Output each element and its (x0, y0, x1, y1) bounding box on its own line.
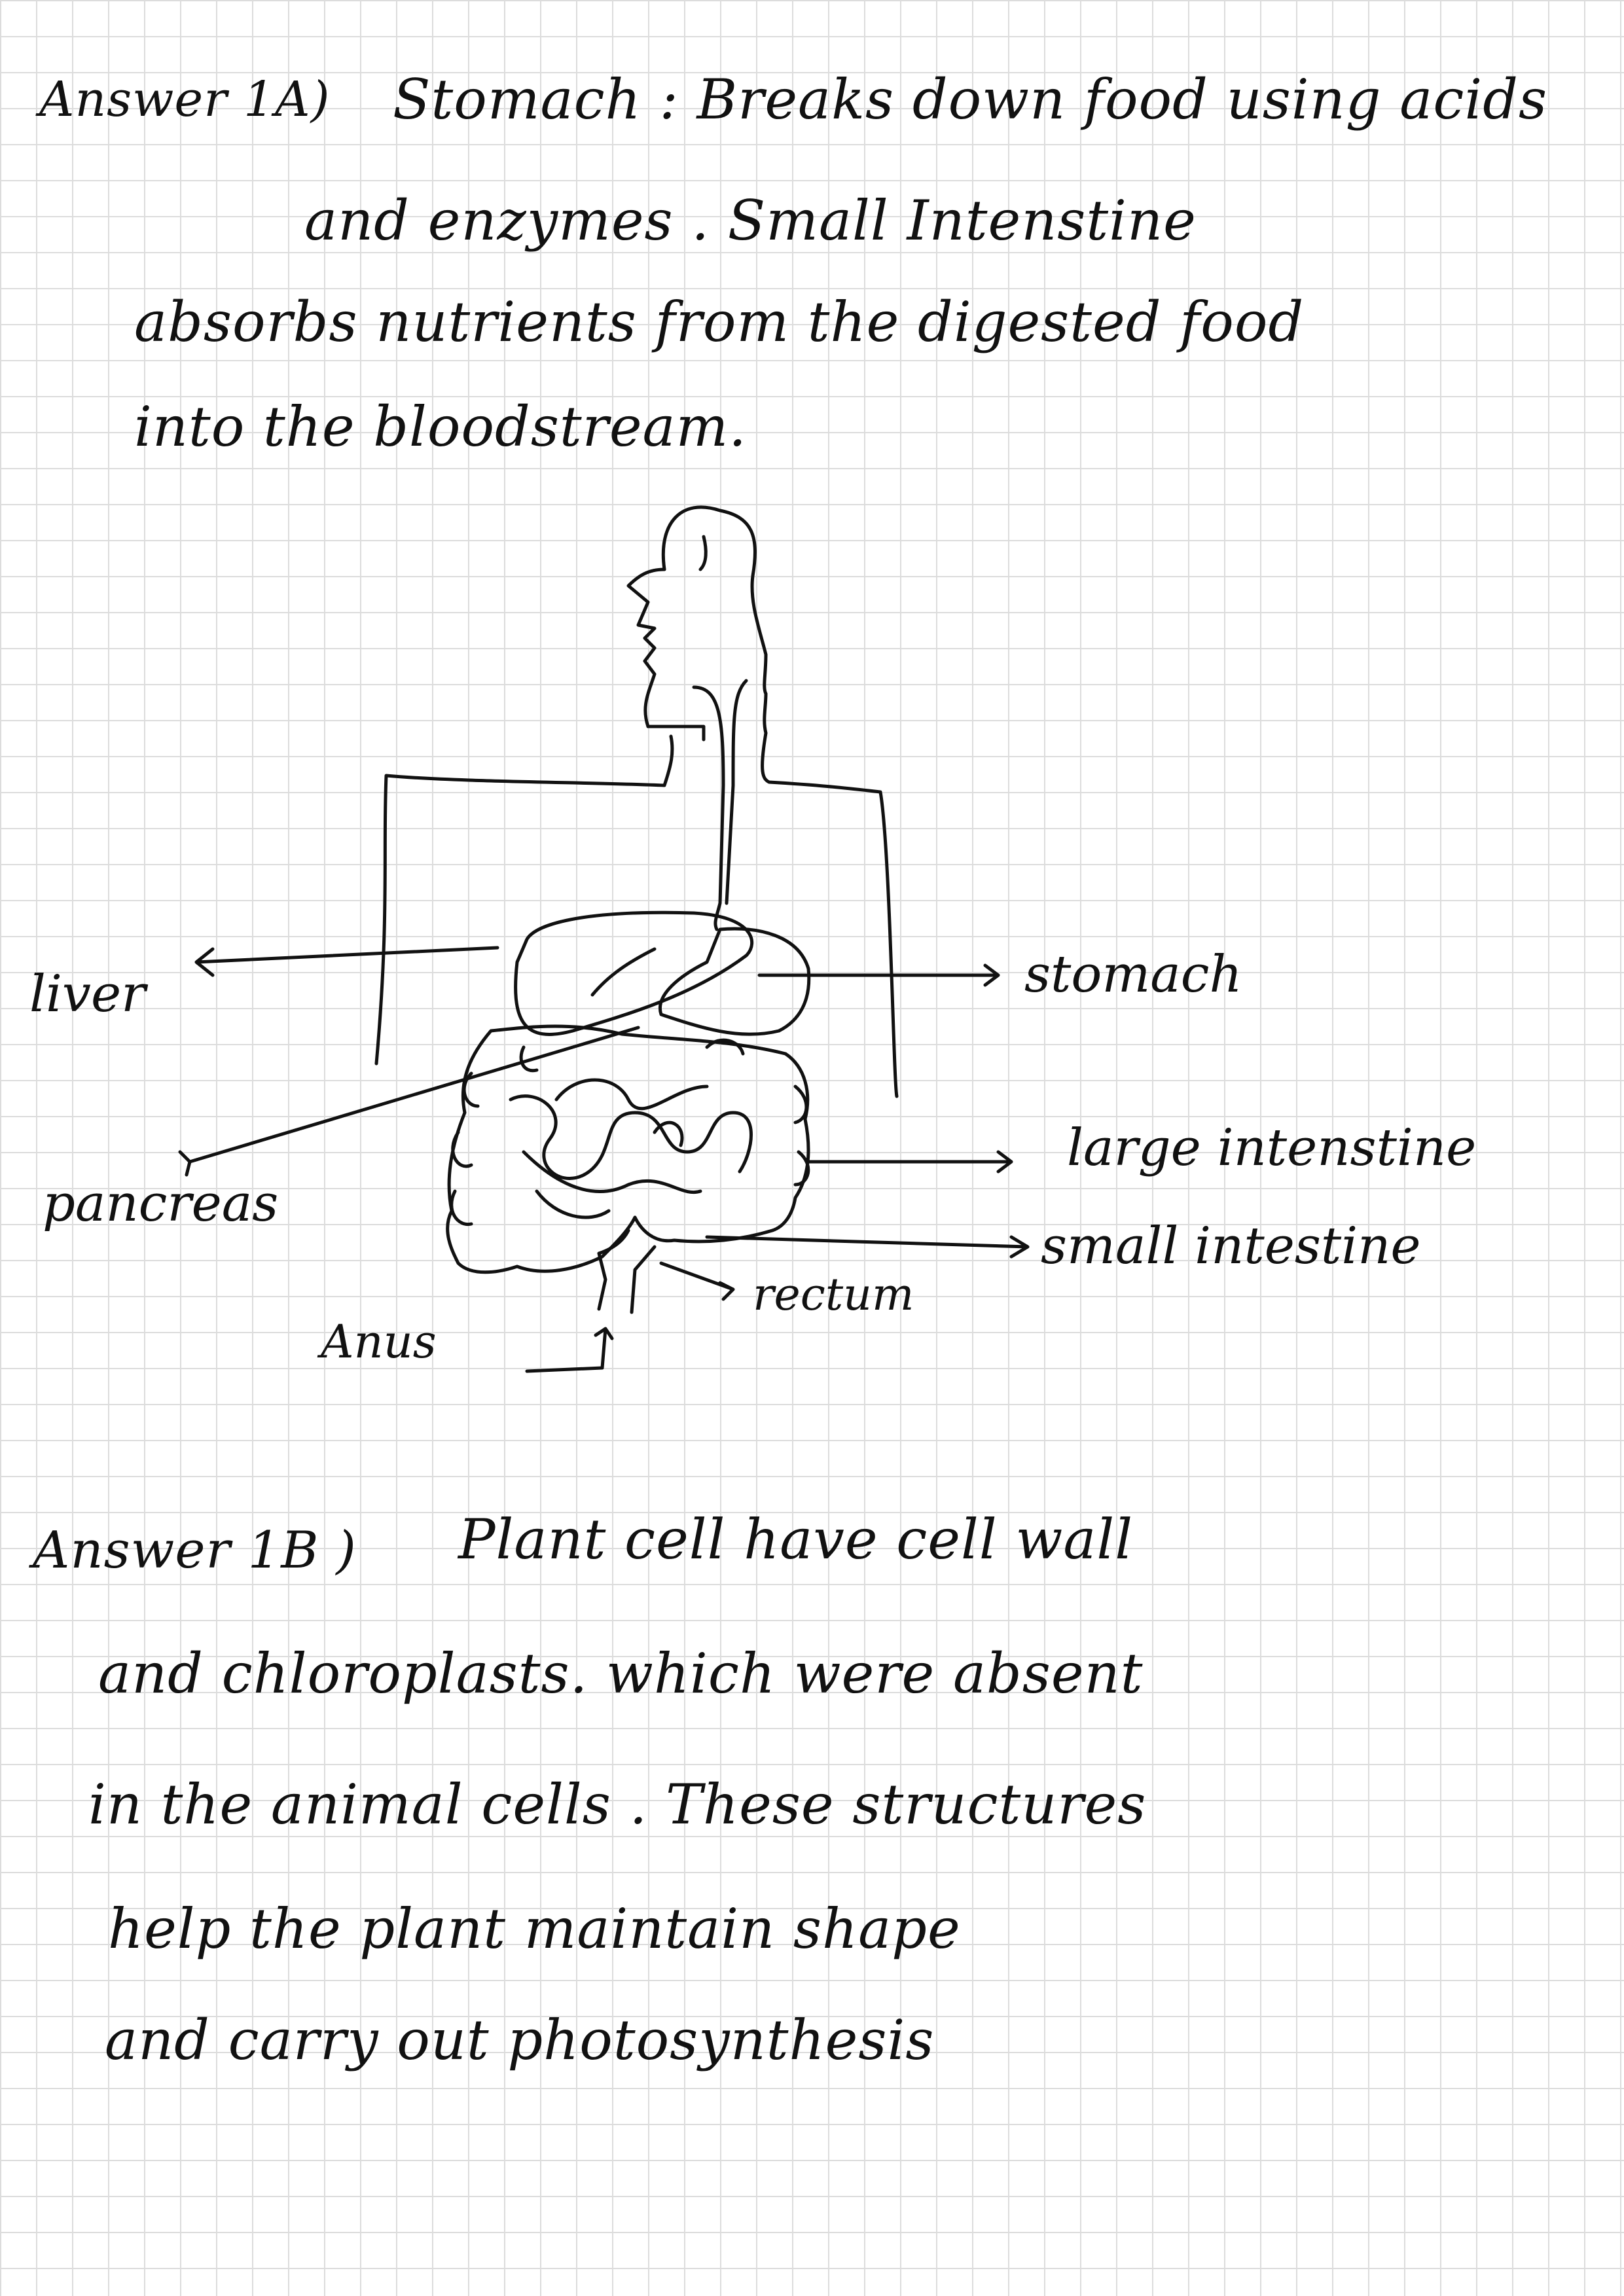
neck-front (648, 726, 704, 740)
answer-1a-line-4: into the bloodstream. (134, 395, 747, 459)
head-outline (663, 507, 766, 694)
stomach-shape (660, 929, 808, 1034)
label-large-intestine: large intenstine (1067, 1119, 1477, 1177)
answer-1b-heading: Answer 1B ) (33, 1521, 357, 1580)
answer-1b-line-1: Plant cell have cell wall (458, 1507, 1134, 1571)
esophagus-inner (727, 681, 746, 903)
label-anus: Anus (321, 1315, 437, 1369)
answer-1a-line-3: absorbs nutrients from the digested food (134, 290, 1305, 354)
label-rectum: rectum (753, 1269, 914, 1321)
label-small-intestine: small intestine (1041, 1217, 1421, 1276)
answer-1b-line-4: help the plant maintain shape (108, 1897, 961, 1961)
body-right (763, 694, 897, 1096)
answer-1a-heading: Answer 1A) (39, 71, 331, 128)
rectum-shape (599, 1217, 772, 1312)
stomach-arrow (759, 965, 998, 985)
pancreas-arrow (180, 1028, 638, 1175)
large-intestine-bumps (452, 1040, 808, 1225)
rectum-arrow (661, 1263, 733, 1299)
small-intestine-coils (511, 1080, 751, 1217)
label-stomach: stomach (1024, 945, 1242, 1004)
ear-mark (700, 537, 706, 569)
esophagus (694, 687, 723, 929)
answer-1a-line-1: Stomach : Breaks down food using acids (393, 67, 1548, 132)
large-intestine-arrow (808, 1152, 1011, 1172)
answer-1b-line-2: and chloroplasts. which were absent (98, 1641, 1144, 1706)
liver-shape (516, 912, 752, 1034)
stomach-inner (592, 949, 655, 995)
body-left (376, 736, 672, 1064)
large-intestine (448, 1026, 808, 1272)
anus-shape (527, 1329, 612, 1371)
answer-1b-line-3: in the animal cells . These structures (88, 1772, 1147, 1837)
label-liver: liver (29, 965, 146, 1024)
answer-1a-line-2: and enzymes . Small Intenstine (304, 188, 1197, 253)
answer-1b-line-5: and carry out photosynthesis (105, 2008, 935, 2072)
face-outline (628, 569, 664, 726)
small-intestine-arrow (707, 1237, 1028, 1257)
liver-arrow (196, 948, 497, 975)
label-pancreas: pancreas (43, 1174, 279, 1233)
